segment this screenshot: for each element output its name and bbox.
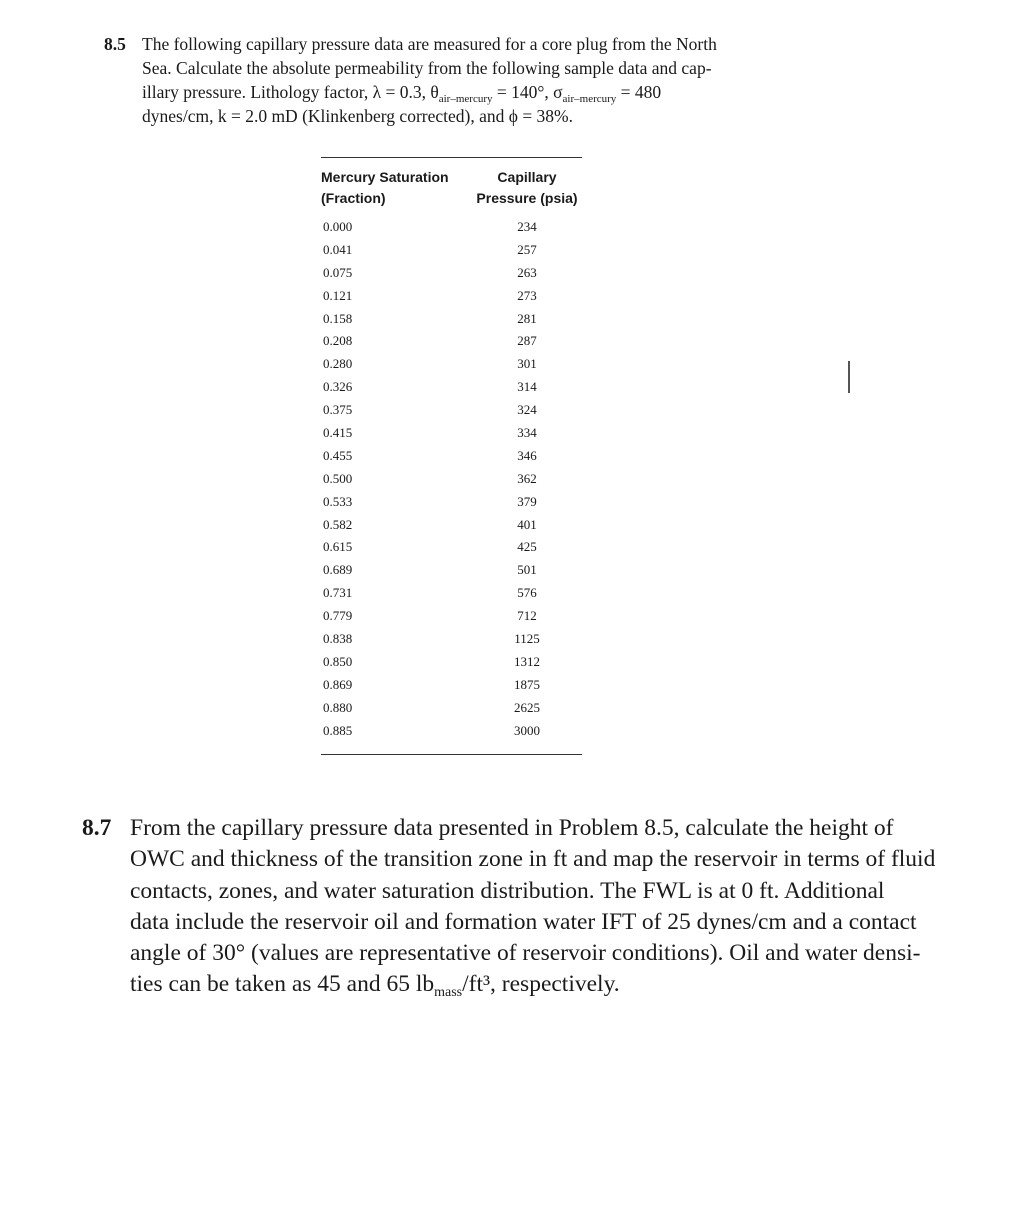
saturation-cell: 0.850 — [323, 653, 353, 669]
table-row — [321, 629, 582, 652]
pressure-cell: 287 — [517, 333, 537, 349]
saturation-cell: 0.280 — [323, 356, 353, 372]
saturation-cell: 0.375 — [323, 402, 353, 418]
text-line: Sea. Calculate the absolute permeability from the following sample data and cap- — [142, 58, 712, 78]
saturation-cell: 0.689 — [323, 562, 353, 578]
saturation-cell: 0.838 — [323, 631, 353, 647]
problem-8-5 — [104, 32, 780, 128]
saturation-cell: 0.455 — [323, 447, 353, 463]
saturation-cell: 0.000 — [323, 219, 353, 234]
table-row — [321, 560, 582, 583]
pressure-cell: 346 — [517, 447, 537, 463]
saturation-cell: 0.208 — [323, 333, 353, 349]
pressure-cell: 712 — [517, 608, 537, 624]
problem-number: 8.5 — [104, 34, 126, 54]
saturation-cell: 0.880 — [323, 699, 353, 715]
bottom-rule — [321, 754, 582, 755]
table-row — [321, 217, 582, 240]
table-row — [321, 331, 582, 354]
table-row — [321, 354, 582, 377]
table-row — [321, 423, 582, 446]
text-line: dynes/cm, k = 2.0 mD (Klinkenberg corrected), and ϕ = 38%. — [142, 106, 574, 126]
saturation-cell: 0.326 — [323, 379, 353, 395]
pressure-cell: 1312 — [514, 653, 540, 669]
text-line: ties can be taken as 45 and 65 $lb_{mass}$/ft³, respectively. — [130, 971, 620, 1001]
pressure-cell: 1125 — [514, 631, 540, 647]
table-row — [321, 377, 582, 400]
table-row — [321, 675, 582, 698]
saturation-cell: 0.500 — [323, 470, 353, 486]
pressure-cell: 379 — [517, 493, 537, 509]
table-row — [321, 240, 582, 263]
table-body — [321, 214, 582, 743]
saturation-cell: 0.041 — [323, 241, 353, 257]
saturation-cell: 0.779 — [323, 608, 353, 624]
text-line: OWC and thickness of the transition zone in ft and map the reservoir in terms of fluid — [130, 846, 936, 873]
table-row — [321, 583, 582, 606]
table-row — [321, 492, 582, 515]
capillary-pressure-table — [321, 157, 582, 755]
text-line: contacts, zones, and water saturation distribution. The FWL is at 0 ft. Additional — [130, 877, 885, 904]
pressure-cell: 401 — [517, 516, 537, 532]
saturation-cell: 0.615 — [323, 539, 353, 555]
saturation-cell: 0.158 — [323, 310, 353, 326]
text-cursor — [848, 361, 850, 393]
table-row — [321, 606, 582, 629]
pressure-cell: 576 — [517, 585, 537, 601]
pressure-cell: 234 — [517, 219, 537, 234]
table-row — [321, 400, 582, 423]
table-row — [321, 446, 582, 469]
problem-text — [130, 813, 982, 1001]
saturation-cell: 0.885 — [323, 722, 353, 738]
table-header — [321, 158, 582, 214]
text-line: angle of 30° (values are representative of reservoir conditions). Oil and water densi- — [130, 940, 921, 967]
table-row — [321, 652, 582, 675]
table-row — [321, 286, 582, 309]
text-line: data include the reservoir oil and formation water IFT of 25 dynes/cm and a contact — [130, 908, 917, 935]
saturation-cell: 0.869 — [323, 676, 353, 692]
problem-text — [142, 32, 780, 128]
pressure-cell: 362 — [517, 470, 537, 486]
pressure-cell: 263 — [517, 264, 537, 280]
pressure-cell: 314 — [517, 379, 537, 395]
table-row — [321, 698, 582, 721]
saturation-cell: 0.582 — [323, 516, 353, 532]
problem-number: 8.7 — [82, 815, 112, 841]
pressure-cell: 501 — [517, 562, 537, 578]
pressure-cell: 2625 — [514, 699, 540, 715]
table-row — [321, 537, 582, 560]
saturation-cell: 0.075 — [323, 264, 353, 280]
table-row — [321, 263, 582, 286]
pressure-cell: 257 — [517, 241, 537, 257]
pressure-cell: 3000 — [514, 722, 540, 738]
table-row — [321, 721, 582, 744]
pressure-cell: 281 — [517, 310, 537, 326]
table-row — [321, 469, 582, 492]
col-header-saturation: Mercury Saturation (Fraction) — [321, 169, 449, 206]
saturation-cell: 0.415 — [323, 425, 353, 441]
pressure-cell: 273 — [517, 287, 537, 303]
pressure-cell: 324 — [517, 402, 537, 418]
pressure-cell: 425 — [517, 539, 537, 555]
saturation-cell: 0.533 — [323, 493, 353, 509]
pressure-cell: 1875 — [514, 676, 540, 692]
pressure-cell: 301 — [517, 356, 537, 372]
text-line: From the capillary pressure data presented in Problem 8.5, calculate the height of — [130, 815, 894, 841]
table-row — [321, 309, 582, 332]
problem-8-7 — [82, 813, 982, 1001]
saturation-cell: 0.121 — [323, 287, 353, 303]
pressure-cell: 334 — [517, 425, 537, 441]
saturation-cell: 0.731 — [323, 585, 353, 601]
table-row — [321, 515, 582, 538]
text-line: The following capillary pressure data are measured for a core plug from the North — [142, 34, 717, 54]
col-header-pressure: Capillary Pressure (psia) — [476, 169, 578, 206]
text-line: illary pressure. Lithology factor, λ = 0.3, $\theta_{air-mercury} = 140^\circ$, $\sigma_{air-mercury} = 480$ — [142, 82, 662, 105]
